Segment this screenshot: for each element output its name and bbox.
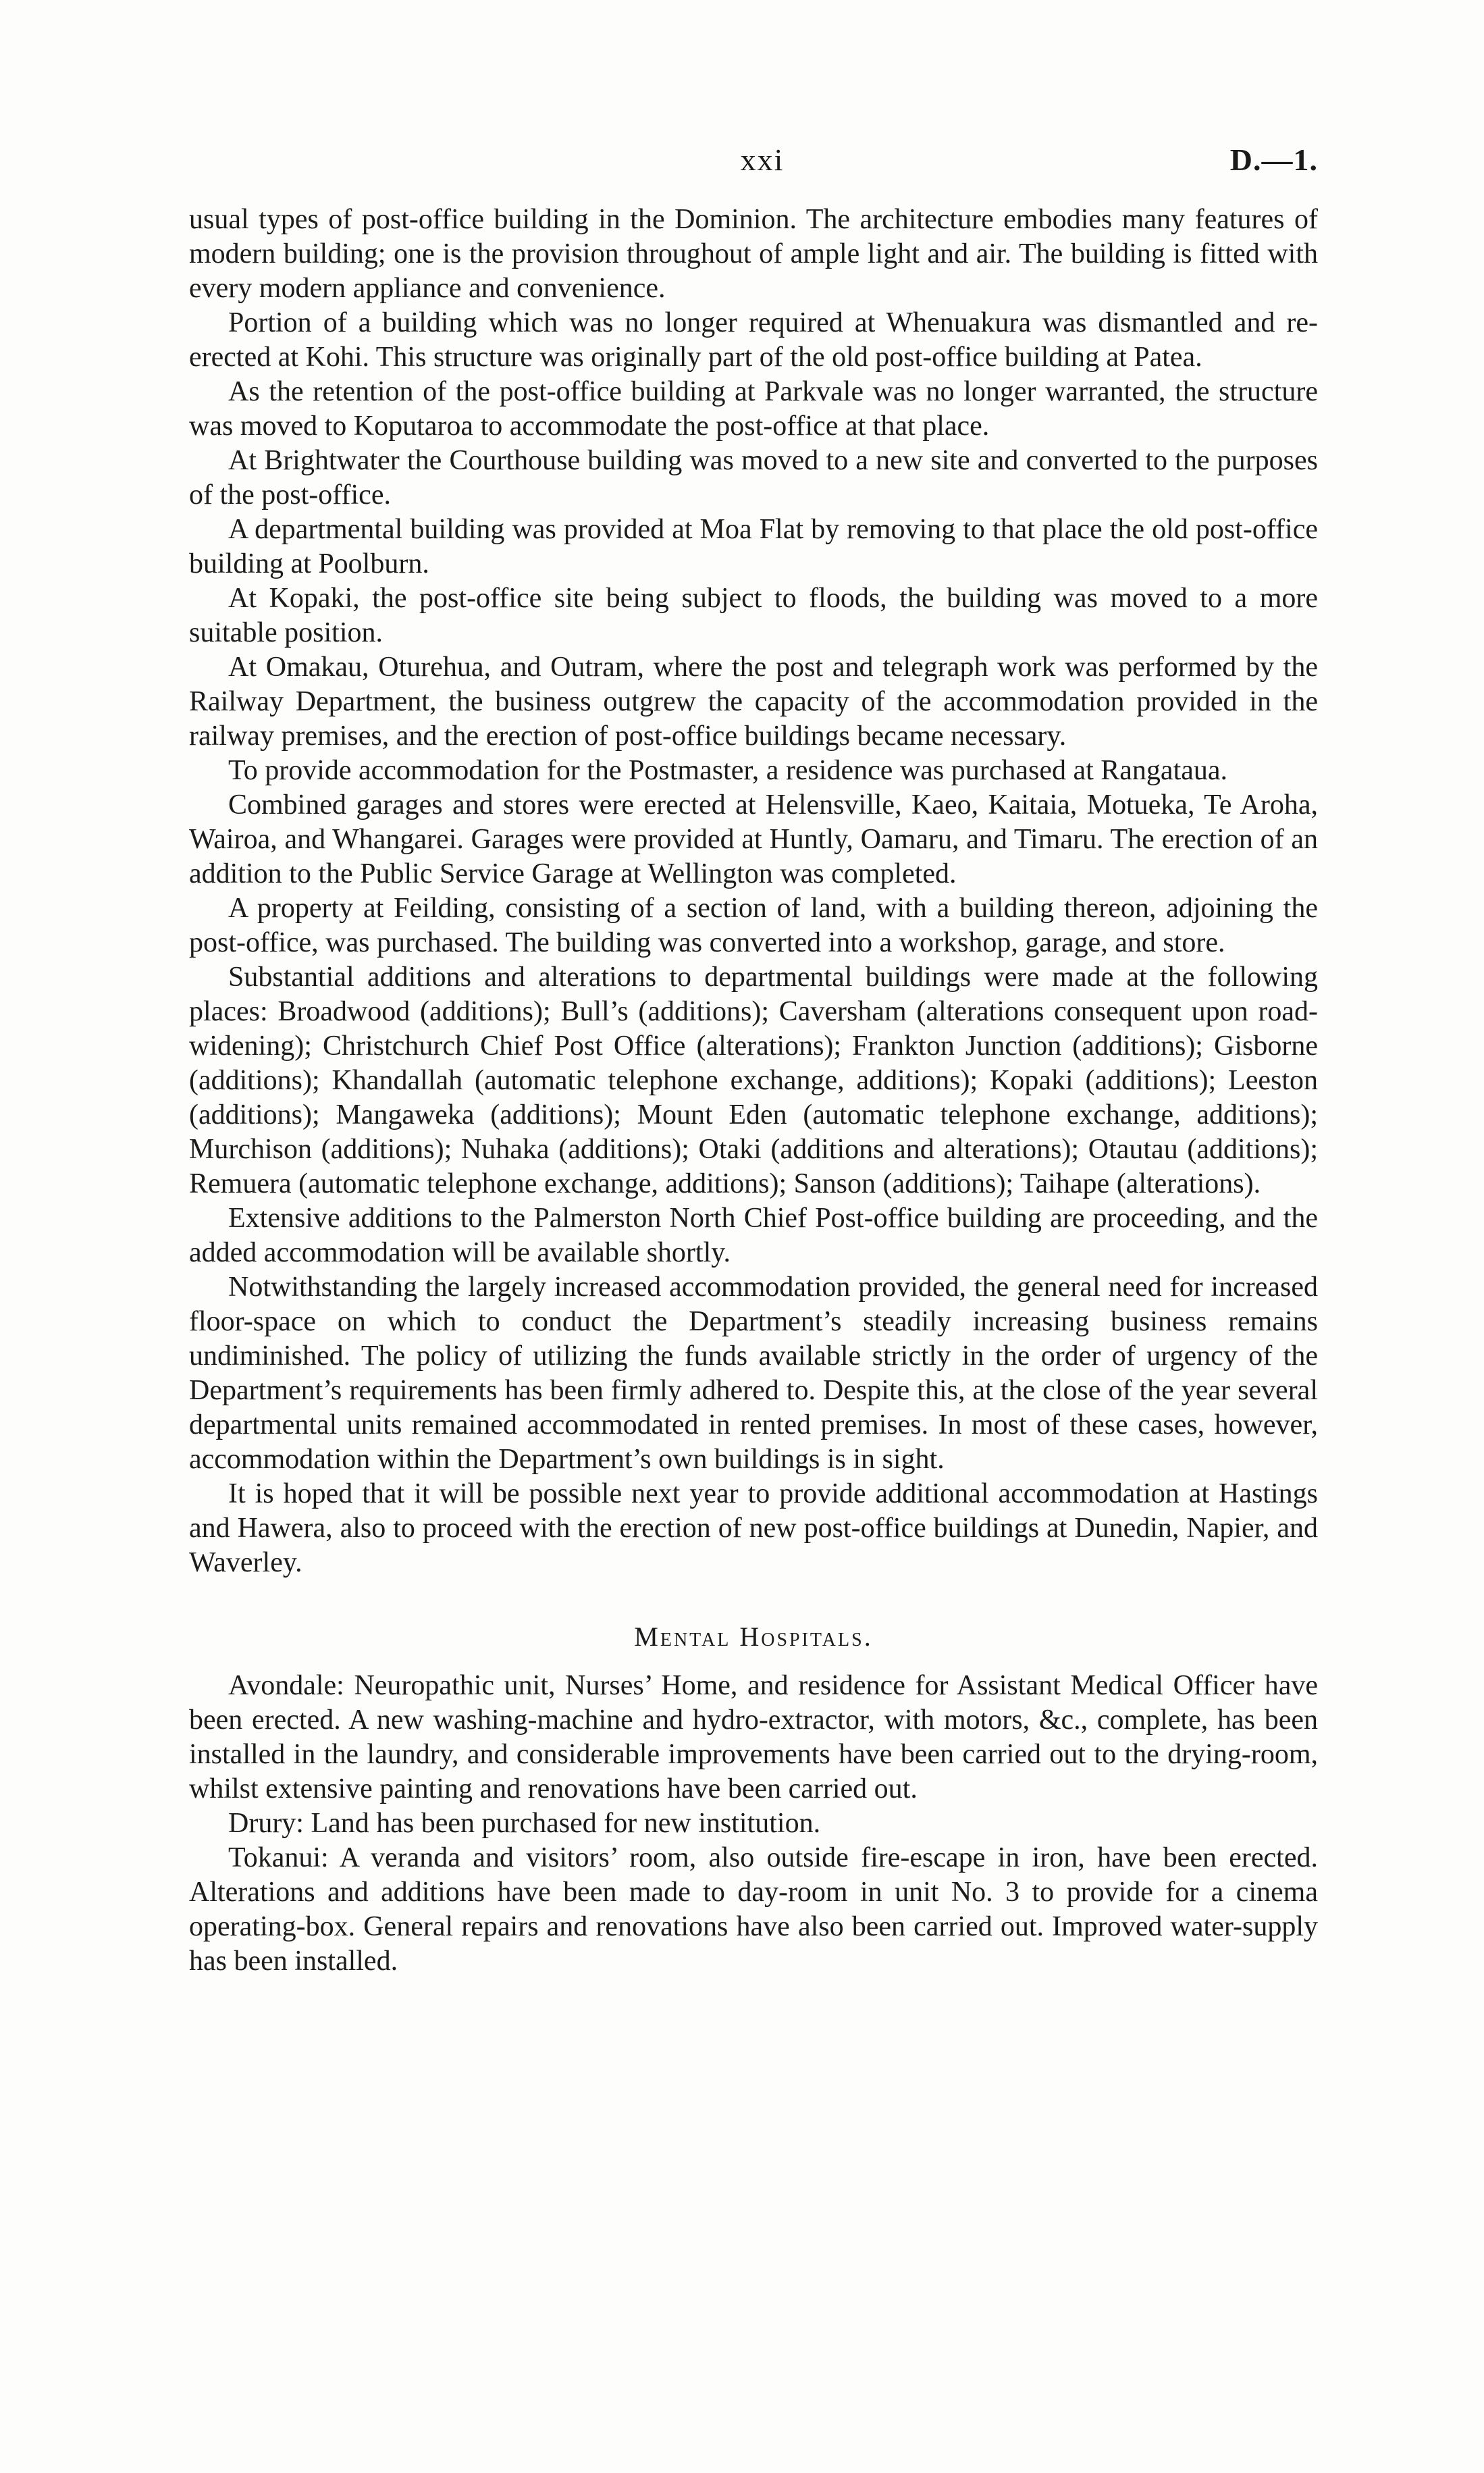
paragraph: To provide accommodation for the Postmaster, a residence was purchased at Rangataua. xyxy=(228,755,1228,786)
document-reference: D.—1. xyxy=(1229,142,1318,177)
paragraph: Avondale: Neuropathic unit, Nurses’ Home, and residence for Assistant Medical Officer have been erected. A new washing-machine and hydro-extractor, with motors, &c., complete, has been installed in the laundry, and considerable improvements have been carried out to the drying-room, whilst extensive painting and renovations have been carried out. xyxy=(189,1670,1318,1804)
paragraph: At Brightwater the Courthouse building was moved to a new site and converted to the purposes of the post-office. xyxy=(189,445,1318,511)
paragraph: Drury: Land has been purchased for new institution. xyxy=(228,1808,821,1839)
section-heading: Mental Hospitals. xyxy=(634,1621,873,1652)
paragraph: Notwithstanding the largely increased accommodation provided, the general need for increased floor-space on which to conduct the Department’s steadily increasing business remains undiminished. The policy of utilizing the funds available strictly in the order of urgency of the Department’s requirements has been firmly adhered to. Despite this, at the close of the year several departmental units remained accommodated in rented premises. In most of these cases, however, accommodation within the Department’s own buildings is in sight. xyxy=(189,1272,1318,1475)
paragraph: Portion of a building which was no longer required at Whenuakura was dismantled and re-erected at Kohi. This structure was originally part of the old post-office building at Patea. xyxy=(189,307,1318,373)
body-text xyxy=(189,203,1318,1979)
paragraph: A property at Feilding, consisting of a section of land, with a building thereon, adjoining the post-office, was purchased. The building was converted into a workshop, garage, and store. xyxy=(189,893,1318,958)
paragraph: Combined garages and stores were erected at Helensville, Kaeo, Kaitaia, Motueka, Te Aroha, Wairoa, and Whangarei. Garages were provided at Huntly, Oamaru, and Timaru. The erection of an addition to the Public Service Garage at Wellington was completed. xyxy=(189,789,1318,889)
paragraph: At Kopaki, the post-office site being subject to floods, the building was moved to a more suitable position. xyxy=(189,583,1318,648)
paragraph: It is hoped that it will be possible next year to provide additional accommodation at Hastings and Hawera, also to proceed with the erection of new post-office buildings at Dunedin, Napier, and Waverley. xyxy=(189,1478,1318,1578)
paragraph: As the retention of the post-office building at Parkvale was no longer warranted, the structure was moved to Koputaroa to accommodate the post-office at that place. xyxy=(189,376,1318,442)
paragraph: usual types of post-office building in the Dominion. The architecture embodies many features of modern building; one is the provision throughout of ample light and air. The building is fitted with every modern appliance and convenience. xyxy=(189,204,1318,304)
paragraph: At Omakau, Oturehua, and Outram, where the post and telegraph work was performed by the Railway Department, the business outgrew the capacity of the accommodation provided in the railway premises, and the erection of post-office buildings became necessary. xyxy=(189,652,1318,752)
paragraph: Extensive additions to the Palmerston North Chief Post-office building are proceeding, and the added accommodation will be available shortly. xyxy=(189,1203,1318,1268)
paragraph: Substantial additions and alterations to departmental buildings were made at the following places: Broadwood (additions); Bull’s (additions); Caversham (alterations consequent upon road-widening); Christchurch Chief Post Office (alterations); Frankton Junction (additions); Gisborne (additions); Khandallah (automatic telephone exchange, additions); Kopaki (additions); Leeston (additions); Mangaweka (additions); Mount Eden (automatic telephone exchange, additions); Murchison (additions); Nuhaka (additions); Otaki (additions and alterations); Otautau (additions); Remuera (automatic telephone exchange, additions); Sanson (additions); Taihape (alterations). xyxy=(189,962,1318,1199)
page-header xyxy=(207,142,1318,182)
paragraph: A departmental building was provided at Moa Flat by removing to that place the old post-office building at Poolburn. xyxy=(189,514,1318,579)
page-number: xxi xyxy=(740,142,785,177)
paragraph: Tokanui: A veranda and visitors’ room, also outside fire-escape in iron, have been erected. Alterations and additions have been made to day-room in unit No. 3 to provide for a cinema operating-box. General repairs and renovations have also been carried out. Improved water-supply has been installed. xyxy=(189,1842,1318,1977)
